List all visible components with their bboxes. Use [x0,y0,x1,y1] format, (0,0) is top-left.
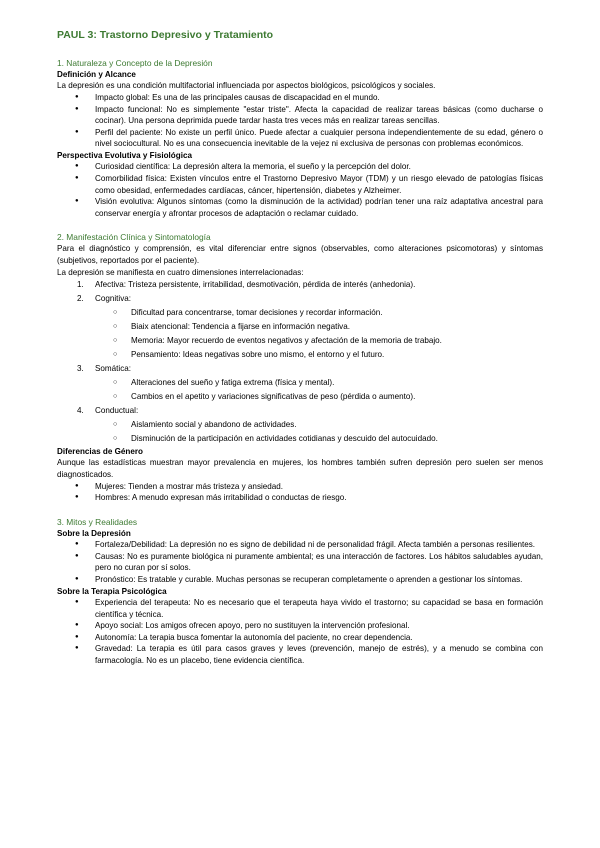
list-item: ● Comorbilidad física: Existen vínculos entre el Trastorno Depresivo Mayor (TDM) y un riesgo elevado de patologías físicas como obesidad, enfermedades cardíacas, cáncer, hipertensión, diabetes y Alzheimer. [57,173,543,196]
subheading-perspectiva: Perspectiva Evolutiva y Fisiológica [57,150,192,160]
section-title-naturaleza: 1. Naturaleza y Concepto de la Depresión [57,58,213,68]
list-item: ● Apoyo social: Los amigos ofrecen apoyo, pero no sustituyen la intervención profesional. [57,620,543,632]
sub-list-item: ○ Dificultad para concentrarse, tomar decisiones y recordar información. [95,306,543,320]
paragraph-diagnostico: Para el diagnóstico y comprensión, es vital diferenciar entre signos (observables, como alteraciones psicomotoras) y síntomas (subjetivos, reportados por el paciente). [57,244,543,265]
dimension-item-somatica [57,362,543,404]
list-item: ● Hombres: A menudo expresan más irritabilidad o conductas de riesgo. [57,492,543,504]
list-item: ● Mujeres: Tienden a mostrar más tristeza y ansiedad. [57,481,543,493]
sub-list-conductual [95,418,543,446]
item-number: 4. [77,405,84,415]
sub-list-item: ○ Cambios en el apetito y variaciones significativas de peso (pérdida o aumento). [95,390,543,404]
list-item: ● Curiosidad científica: La depresión altera la memoria, el sueño y la percepción del dolor. [57,161,543,173]
sub-list-item: ○ Pensamiento: Ideas negativas sobre uno mismo, el entorno y el futuro. [95,348,543,362]
item-label: Conductual: [95,405,139,415]
item-number: 3. [77,363,84,373]
document-page [57,28,543,666]
subheading-definicion: Definición y Alcance [57,70,136,79]
subheading-sobre-terapia: Sobre la Terapia Psicológica [57,586,167,596]
bullet-list-genero [57,481,543,504]
sub-list-item: ○ Biaix atencional: Tendencia a fijarse en información negativa. [95,320,543,334]
sub-list-item: ○ Disminución de la participación en actividades cotidianas y descuido del autocuidado. [95,432,543,446]
bullet-list-sobre-terapia [57,597,543,667]
document-title: PAUL 3: Trastorno Depresivo y Tratamiento [57,29,274,41]
item-label: Cognitiva: [95,293,131,303]
dimension-item-conductual [57,404,543,446]
item-label: Afectiva: Tristeza persistente, irritabilidad, desmotivación, pérdida de interés (anhedonia). [95,279,416,289]
bullet-list-definicion [57,92,543,150]
list-item: ● Causas: No es puramente biológica ni puramente ambiental; es una interacción de factores. Los hábitos saludables ayudan, pero no curan por sí solos. [57,551,543,574]
paragraph-dimensiones: La depresión se manifiesta en cuatro dimensiones interrelacionadas: [57,267,304,277]
sub-list-cognitiva [95,306,543,362]
list-item: ● Impacto global: Es una de las principales causas de discapacidad en el mundo. [57,92,543,104]
list-item: ● Experiencia del terapeuta: No es necesario que el terapeuta haya vivido el trastorno; su capacidad se basa en formación científica y técnica. [57,597,543,620]
numbered-list-dimensiones [57,278,543,446]
dimension-item-cognitiva [57,292,543,362]
list-item: ● Visión evolutiva: Algunos síntomas (como la disminución de la actividad) podrían tener una raíz adaptativa ancestral para conservar energía y afrontar procesos de adaptación o reclamar cuidado. [57,196,543,219]
paragraph-definicion: La depresión es una condición multifactorial influenciada por aspectos biológicos, psicológicos y sociales. [57,81,436,91]
item-number: 2. [77,293,84,303]
list-item: ● Pronóstico: Es tratable y curable. Muchas personas se recuperan completamente o aprenden a gestionar los síntomas. [57,574,543,586]
sub-list-item: ○ Alteraciones del sueño y fatiga extrema (física y mental). [95,376,543,390]
list-item: ● Fortaleza/Debilidad: La depresión no es signo de debilidad ni de personalidad frágil. Afecta también a personas resilientes. [57,539,543,551]
paragraph-genero: Aunque las estadísticas muestran mayor prevalencia en mujeres, los hombres también sufren depresión pero suelen ser menos diagnosticados. [57,458,543,479]
list-item: ● Autonomía: La terapia busca fomentar la autonomía del paciente, no crear dependencia. [57,632,543,644]
item-number: 1. [77,279,84,289]
item-label: Somática: [95,363,131,373]
list-item: ● Perfil del paciente: No existe un perfil único. Puede afectar a cualquier persona independientemente de su edad, género o nivel sociocultural. No es una consecuencia inevitable de la vejez ni exclusiva de personas con problemas económicos. [57,127,543,150]
section-title-manifestacion: 2. Manifestación Clínica y Sintomatología [57,232,211,243]
section-title-mitos: 3. Mitos y Realidades [57,516,138,527]
subheading-genero: Diferencias de Género [57,446,143,456]
dimension-item-afectiva [57,278,543,292]
sub-list-item: ○ Memoria: Mayor recuerdo de eventos negativos y afectación de la memoria de trabajo. [95,334,543,348]
sub-list-item: ○ Aislamiento social y abandono de actividades. [95,418,543,432]
bullet-list-perspectiva [57,161,543,219]
bullet-list-sobre-depresion [57,539,543,585]
list-item: ● Gravedad: La terapia es útil para casos graves y leves (prevención, manejo de estrés), y a menudo se combina con farmacología. No es un placebo, tiene evidencia científica. [57,643,543,666]
sub-list-somatica [95,376,543,404]
subheading-sobre-depresion: Sobre la Depresión [57,528,131,538]
list-item: ● Impacto funcional: No es simplemente "estar triste". Afecta la capacidad de realizar tareas básicas (como ducharse o cocinar). Una persona deprimida puede tardar hasta tres veces más en realizar tareas sencillas. [57,104,543,127]
